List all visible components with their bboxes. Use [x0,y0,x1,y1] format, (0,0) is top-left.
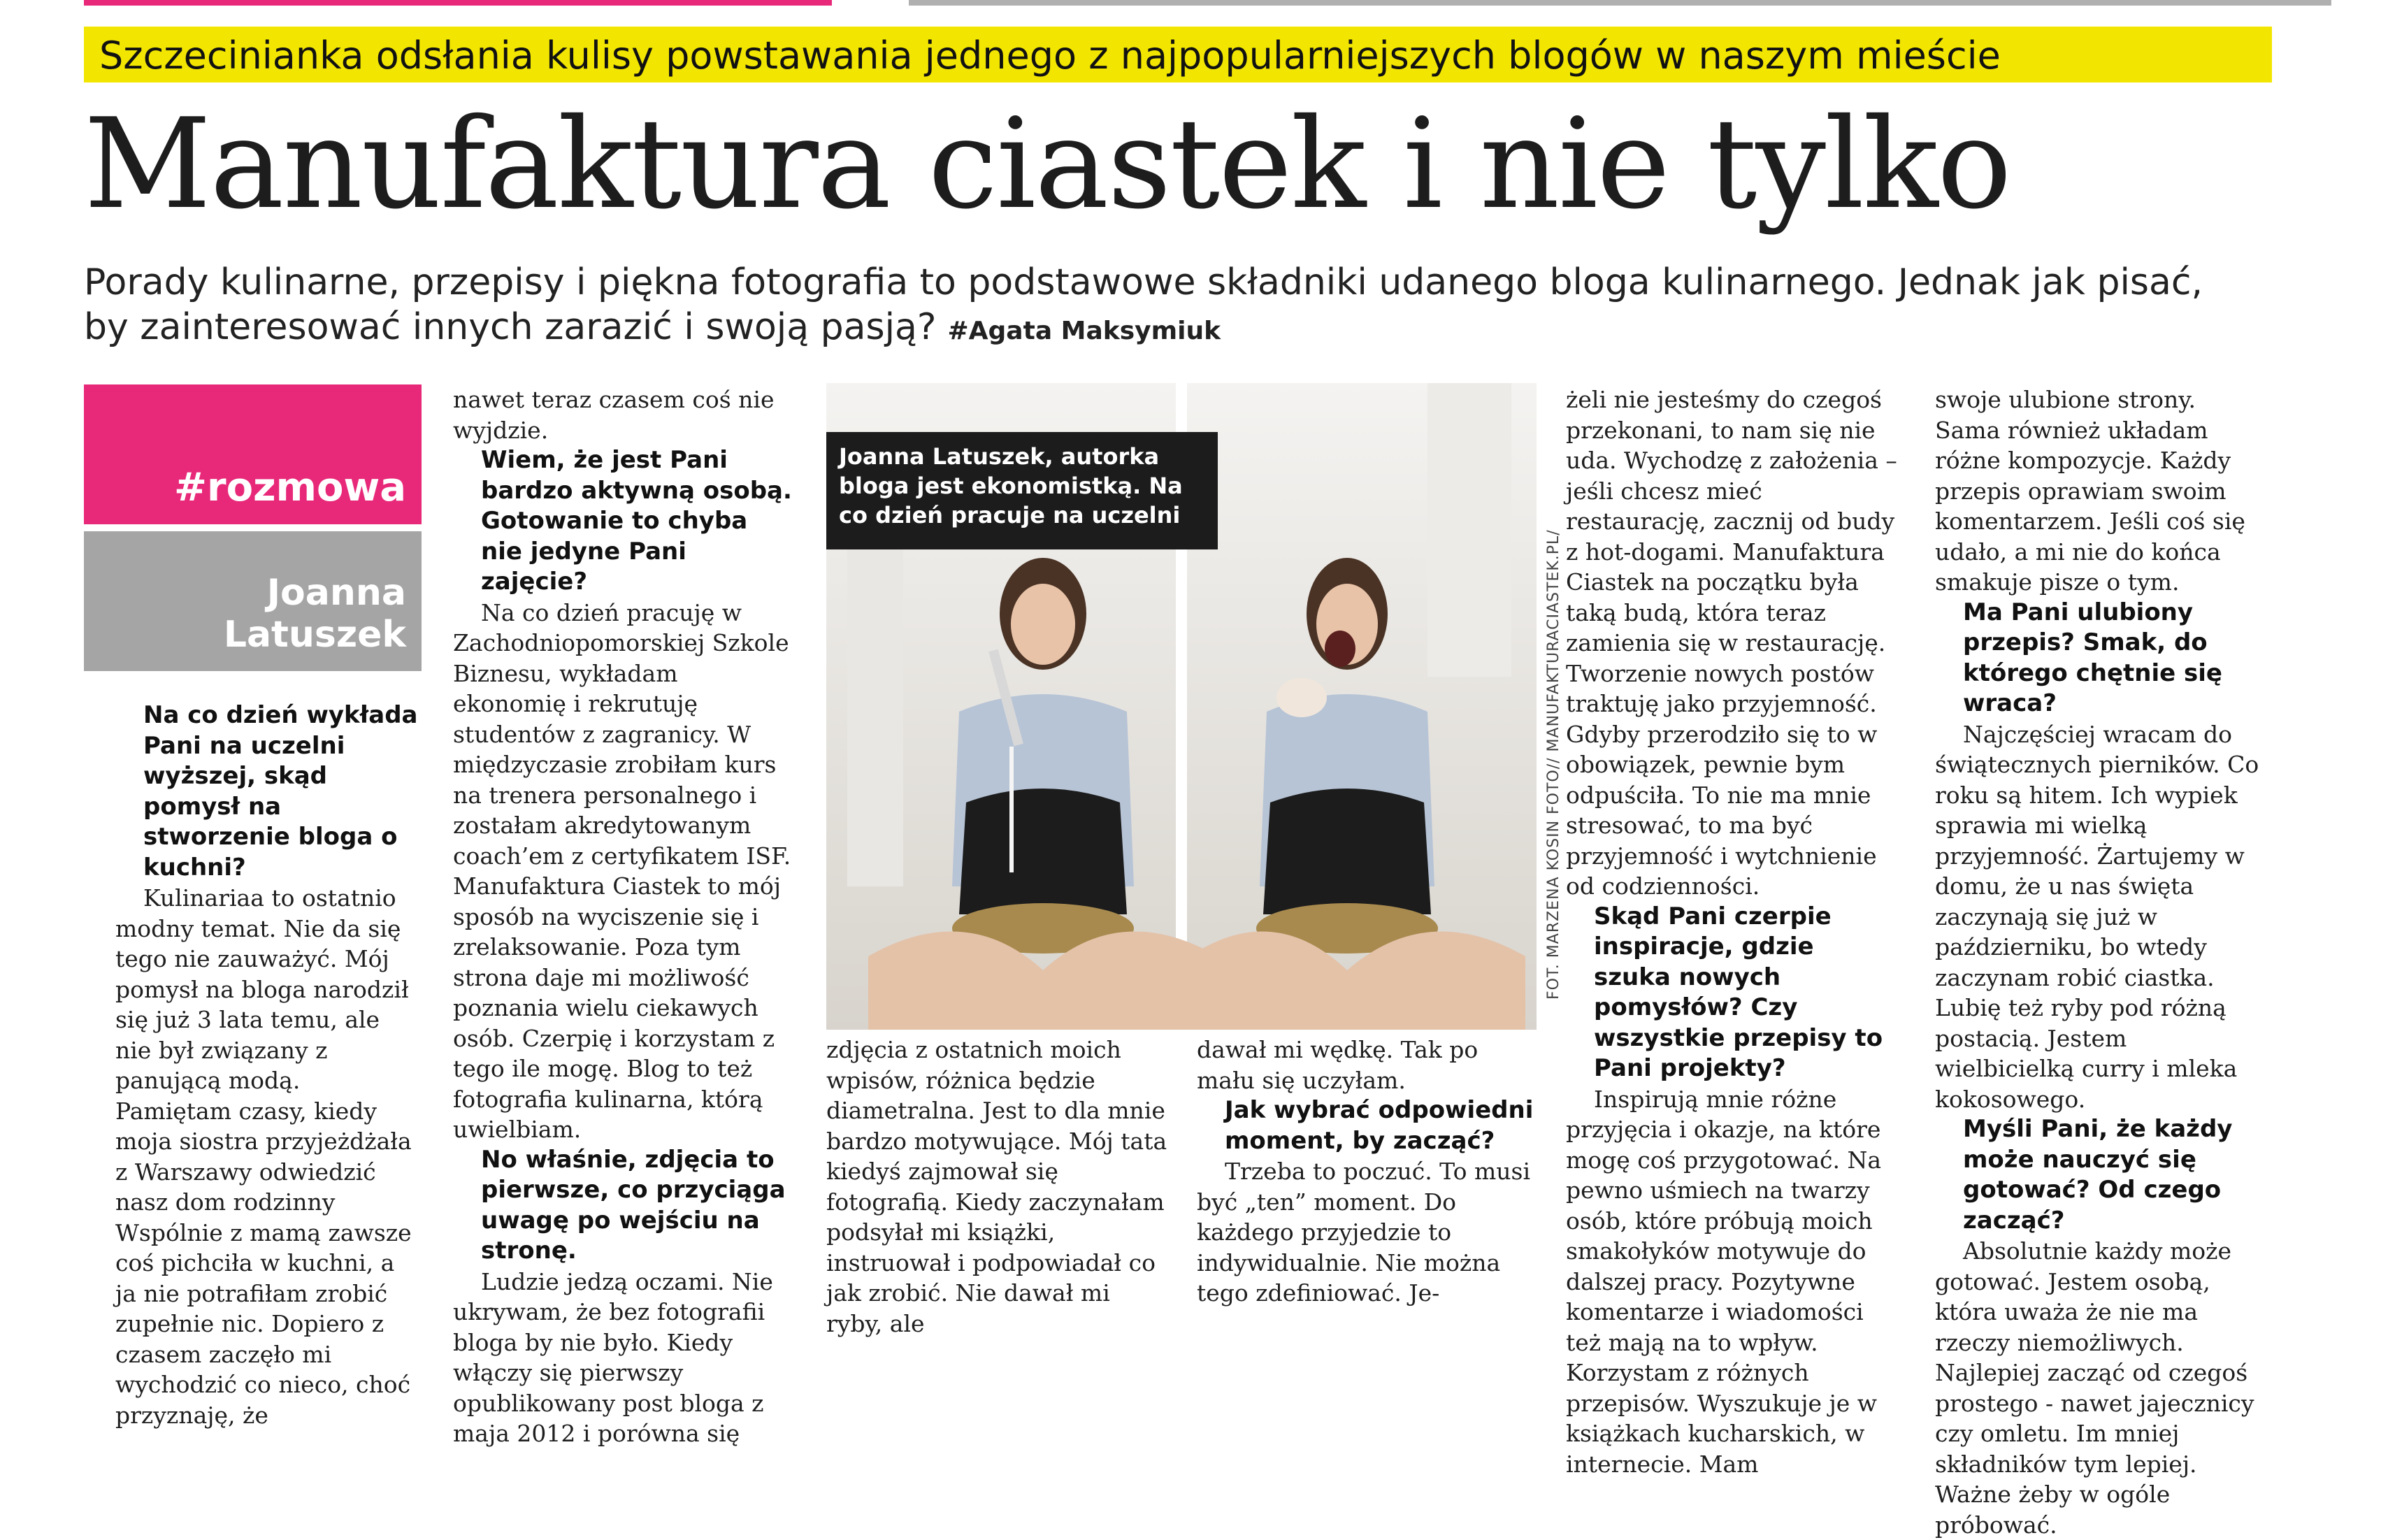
text-column-4 [1197,1035,1537,1309]
interview-answer: nawet teraz czasem coś nie wyjdzie. [453,386,775,444]
interview-answer: Na co dzień pracuję w Zachodniopomorskiej Szkole Biznesu, wykładam ekonomię i rekrutuję studentów z zagranicy. W międzyczasie zrobiłam kurs na trenera personalnego i zostałam akredytowanym coach’em z certyfikatem ISF. Manufaktura Ciastek to mój sposób na wyciszenie się i zrelaksowanie. Poza tym strona daje mi możliwość poznania wielu ciekawych osób. Czerpię i korzystam z tego ile mogę. Blog to też fotografia kulinarna, którą uwielbiam. [453,598,791,1143]
article-lead [84,260,2251,354]
top-rule-pink [84,0,832,6]
interview-question: Ma Pani ulubiony przepis? Smak, do którego chętnie się wraca? [1963,598,2222,717]
author-byline: #Agata Maksymiuk [947,317,1221,345]
interview-answer: Absolutnie każdy może gotować. Jestem osobą, która uważa że nie ma rzeczy niemożliwych. Najlepiej zacząć od czegoś prostego - nawet jajecznicy czy omletu. Im mniej składników tym lepiej. Ważne żeby w ogóle próbować. [1935,1237,2254,1539]
interview-question: Jak wybrać odpowiedni moment, by zacząć? [1225,1096,1534,1155]
top-rule-gray [909,0,2331,6]
text-column-3 [826,1035,1169,1339]
interview-answer: zdjęcia z ostatnich moich wpisów, różnica będzie diametralna. Jest to dla mnie bardzo motywujące. Mój tata kiedyś zajmował się fotografią. Kiedy zaczynałam podsyłał mi książki, instruował i podpowiadał co jak zrobić. Nie dawał mi ryby, ale [826,1036,1167,1337]
interview-answer: Trzeba to poczuć. To musi być „ten” moment. Do każdego przyjedzie to indywidualnie. Nie można tego zdefiniować. Je- [1197,1158,1531,1307]
kicker-banner [84,27,2272,82]
interviewee-box [84,531,422,671]
interviewee-name: Joanna Latuszek [223,572,406,656]
interview-question: Wiem, że jest Pani bardzo aktywną osobą. Gotowanie to chyba nie jedyne Pani zajęcie? [481,446,792,596]
interview-question: Skąd Pani czerpie inspiracje, gdzie szuka nowych pomysłów? Czy wszystkie przepisy to Pani projekty? [1594,902,1883,1082]
text-column-5 [1566,384,1899,1479]
text-column-1 [115,700,422,1430]
section-tag: #rozmowa [174,465,406,510]
interview-answer: Inspirują mnie różne przyjęcia i okazje, na które mogę coś przygotować. Na pewno uśmiech na twarzy osób, które próbują moich smakołyków motywuje do dalszej pracy. Pozytywne komentarze i wiadomości też mają na to wpływ. Korzystam z różnych przepisów. Wyszukuje je w książkach kucharskich, w internecie. Mam [1566,1085,1882,1478]
interview-question: Myśli Pani, że każdy może nauczyć się gotować? Od czego zacząć? [1963,1115,2233,1235]
interview-answer: Kulinariaa to ostatnio modny temat. Nie da się tego nie zauważyć. Mój pomysł na bloga narodził się już 3 lata temu, ale nie był związany z panującą modą. Pamiętam czasy, kiedy moja siostra przyjeżdżała z Warszawy odwiedzić nasz dom rodzinny Wspólnie z mamą zawsze coś pichciła w kuchni, a ja nie potrafiłam zrobić zupełnie nic. Dopiero z czasem zaczęło mi wychodzić co nieco, choć przyznaję, że [115,884,412,1429]
interview-answer: żeli nie jesteśmy do czegoś przekonani, to nam się nie uda. Wychodzę z założenia – jeśli chcesz mieć restaurację, zacznij od budy z hot-dogami. Manufaktura Ciastek na początku była taką budą, która teraz zamienia się w restaurację. Tworzenie nowych postów traktuję jako przyjemność. Gdyby przerodziło się to w obowiązek, pewnie bym odpuściła. To nie ma mnie stresować, to ma być przyjemność i wytchnienie od codzienności. [1566,386,1897,900]
interview-question: No właśnie, zdjęcia to pierwsze, co przyciąga uwagę po wejściu na stronę. [481,1145,786,1265]
interview-answer: dawał mi wędkę. Tak po mału się uczyłam. [1197,1036,1479,1094]
photo-credit: FOT. MARZENA KOSIN FOTO// MANUFAKTURACIASTEK.PL/ [1545,529,1562,1000]
photo-caption-box [826,432,1218,549]
text-column-2 [453,384,796,1449]
section-tag-box [84,384,422,524]
text-column-6 [1935,384,2264,1540]
interview-answer: swoje ulubione strony. Sama również układam różne kompozycje. Każdy przepis oprawiam swoim komentarzem. Jeśli coś się udało, a mi nie do końca smakuje pisze o tym. [1935,386,2245,596]
interview-answer: Najczęściej wracam do świątecznych pierników. Co roku są hitem. Ich wypiek sprawia mi wielką przyjemność. Żartujemy w domu, że u nas święta zaczynają się już w październiku, bo wtedy zaczynam robić ciastka. Lubię też ryby pod różną postacią. Jestem wielbicielką curry i mleka kokosowego. [1935,720,2259,1113]
kicker-text: Szczecinianka odsłania kulisy powstawania jednego z najpopularniejszych blogów w naszym mieście [99,34,2001,78]
lead-text: Porady kulinarne, przepisy i piękna fotografia to podstawowe składniki udanego bloga kulinarnego. Jednak jak pisać, by zainteresować innych zarazić i swoją pasją? [84,261,2203,348]
photo-caption: Joanna Latuszek, autorka bloga jest ekonomistką. Na co dzień pracuje na uczelni [839,443,1183,528]
article-title: Manufaktura ciastek i nie tylko [84,92,2010,236]
interview-question: Na co dzień wykłada Pani na uczelni wyższej, skąd pomysł na stworzenie bloga o kuchni? [143,701,418,881]
interview-answer: Ludzie jedzą oczami. Nie ukrywam, że bez fotografii bloga by nie było. Kiedy włączy się pierwszy opublikowany post bloga z maja 2012 i porówna się [453,1267,773,1447]
